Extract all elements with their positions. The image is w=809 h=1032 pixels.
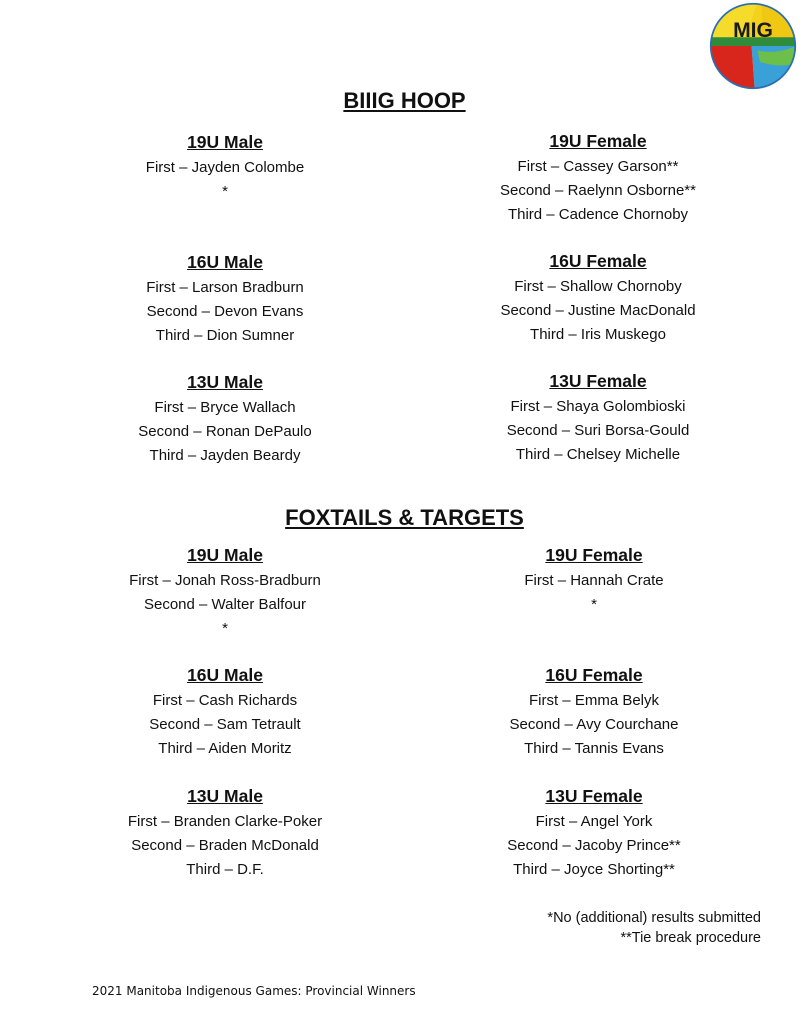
entry: First – Cassey Garson** bbox=[517, 158, 679, 175]
entry: Second – Devon Evans bbox=[146, 303, 304, 320]
entry: Second – Suri Borsa-Gould bbox=[506, 422, 690, 439]
entry: First – Shaya Golombioski bbox=[510, 398, 686, 415]
category-heading: 16U Male bbox=[187, 252, 263, 272]
category-heading: 19U Male bbox=[187, 545, 263, 565]
category-13u-male bbox=[65, 371, 385, 468]
entry: Third – Dion Sumner bbox=[155, 327, 295, 344]
entry: First – Hannah Crate bbox=[524, 572, 664, 589]
mig-logo bbox=[709, 2, 797, 90]
entry: First – Jonah Ross-Bradburn bbox=[129, 572, 321, 589]
entry: Third – Aiden Moritz bbox=[158, 740, 292, 757]
entry: Second – Braden McDonald bbox=[131, 837, 319, 854]
entry: First – Emma Belyk bbox=[528, 692, 660, 709]
entry: Second – Raelynn Osborne** bbox=[500, 182, 696, 199]
entry: * bbox=[222, 183, 228, 200]
entry: Second – Jacoby Prince** bbox=[507, 837, 681, 854]
category-heading: 19U Female bbox=[545, 545, 643, 565]
entry: * bbox=[222, 620, 228, 637]
category-heading: 13U Female bbox=[545, 786, 643, 806]
category-19u-female bbox=[434, 544, 754, 617]
category-heading: 13U Male bbox=[187, 372, 263, 392]
entry: First – Shallow Chornoby bbox=[514, 278, 682, 295]
entry: * bbox=[591, 596, 597, 613]
entry: First – Cash Richards bbox=[152, 692, 298, 709]
category-13u-female bbox=[434, 785, 754, 882]
entry: Second – Avy Courchane bbox=[509, 716, 679, 733]
category-16u-male bbox=[65, 664, 385, 761]
entry: Third – Cadence Chornoby bbox=[507, 206, 689, 223]
category-heading: 16U Male bbox=[187, 665, 263, 685]
category-16u-male bbox=[65, 251, 385, 348]
section-title-biiig-hoop: BIIIG HOOP bbox=[343, 88, 466, 113]
entry: First – Bryce Wallach bbox=[154, 399, 296, 416]
entry: First – Jayden Colombe bbox=[145, 159, 305, 176]
entry: First – Angel York bbox=[535, 813, 653, 830]
category-13u-female bbox=[438, 370, 758, 467]
category-19u-male bbox=[65, 131, 385, 204]
category-heading: 13U Female bbox=[549, 371, 647, 391]
category-13u-male bbox=[65, 785, 385, 882]
category-heading: 16U Female bbox=[545, 665, 643, 685]
entry: Third – Joyce Shorting** bbox=[513, 861, 675, 878]
page-footer: 2021 Manitoba Indigenous Games: Provincial Winners bbox=[92, 984, 416, 998]
section-title-foxtails-targets: FOXTAILS & TARGETS bbox=[285, 505, 524, 530]
logo-text: MIG bbox=[733, 19, 773, 43]
entry: Second – Ronan DePaulo bbox=[138, 423, 312, 440]
category-16u-female bbox=[434, 664, 754, 761]
category-19u-female bbox=[438, 130, 758, 227]
entry: Second – Sam Tetrault bbox=[149, 716, 301, 733]
category-heading: 19U Female bbox=[549, 131, 647, 151]
category-heading: 16U Female bbox=[549, 251, 647, 271]
entry: Third – Chelsey Michelle bbox=[515, 446, 681, 463]
entry: Third – Jayden Beardy bbox=[149, 447, 301, 464]
entry: Third – Tannis Evans bbox=[524, 740, 664, 757]
category-heading: 19U Male bbox=[187, 132, 263, 152]
entry: First – Branden Clarke-Poker bbox=[127, 813, 323, 830]
entry: Third – Iris Muskego bbox=[530, 326, 666, 343]
entry: Second – Justine MacDonald bbox=[500, 302, 696, 319]
category-16u-female bbox=[438, 250, 758, 347]
entry: First – Larson Bradburn bbox=[146, 279, 304, 296]
footnote-tie-break: **Tie break procedure bbox=[620, 930, 761, 946]
category-heading: 13U Male bbox=[187, 786, 263, 806]
category-19u-male bbox=[65, 544, 385, 641]
footnotes bbox=[547, 908, 761, 948]
entry: Second – Walter Balfour bbox=[143, 596, 307, 613]
footnote-no-results: *No (additional) results submitted bbox=[547, 910, 761, 926]
entry: Third – D.F. bbox=[186, 861, 264, 878]
